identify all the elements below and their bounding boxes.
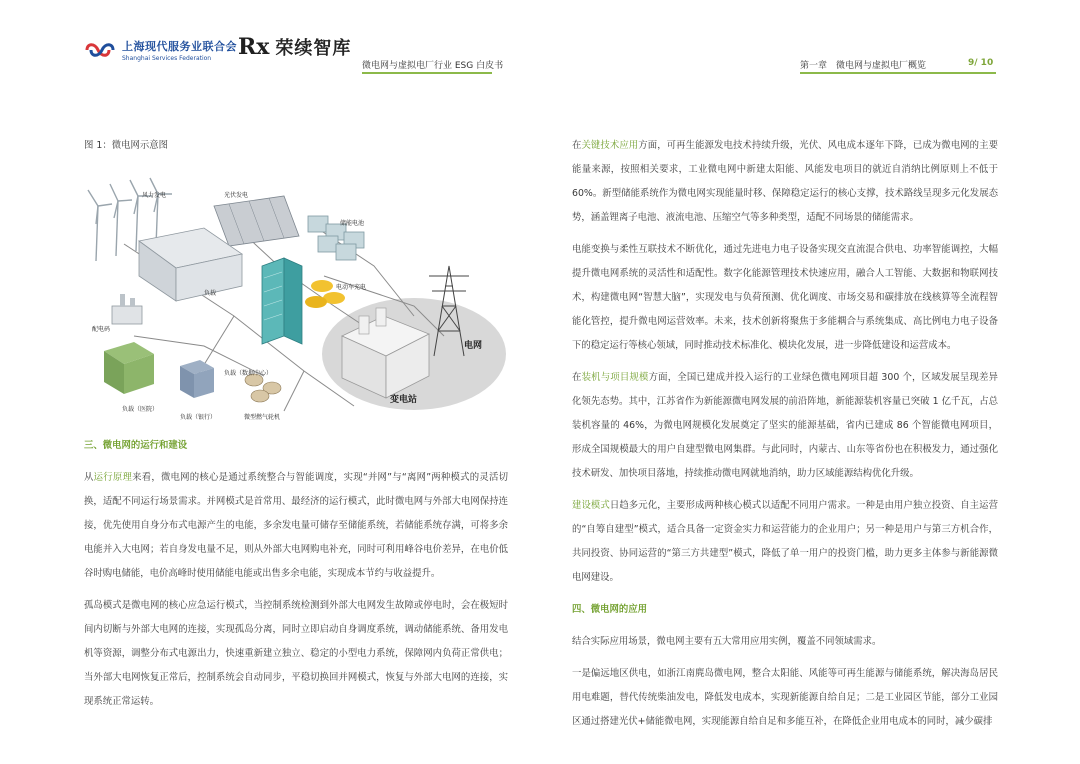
paragraph-application-intro: 结合实际应用场景，微电网主要有五大常用应用实例，覆盖不同领域需求。 <box>572 636 882 647</box>
figure-caption: 图 1：微电网示意图 <box>84 140 168 151</box>
label-hospital: 负载（医院） <box>122 406 159 413</box>
microgrid-diagram <box>84 166 508 428</box>
label-datacenter: 负载（数据中心） <box>224 370 273 377</box>
highlight-operation-principle: 运行原理 <box>93 472 133 483</box>
paragraph-island-mode: 孤岛模式是微电网的核心应急运行模式，当控制系统检测到外部大电网发生故障或停电时，会在极短时间内切断与外部大电网的连接，实现孤岛分离，同时立即启动自身调度系统，调动储能系统、备用发电机等资源，调整分布式电源出力，快速重新建立独立、稳定的小型电力系统，保障网内负荷正常供电；当外部大电网恢复正常后，控制系统会自动同步，平稳切换回并网模式，恢复与外部大电网的连接，实现系统正常运转。 <box>84 600 508 707</box>
page-header <box>0 0 1080 80</box>
paragraph-key-technology: 在关键技术应用方面，可再生能源发电技术持续升级，光伏、风电成本逐年下降，已成为微电网的主要能量来源，按照相关要求，工业微电网中新建太阳能、风能发电项目的就近自消纳比例原则上不低于60%。新型储能系统作为微电网实现能量时移、保障稳定运行的核心支撑，技术路线呈现多元化发展态势，涵盖锂离子电池、液流电池、压缩空气等多种类型，适配不同场景的储能需求。 <box>572 140 998 223</box>
highlight-capacity-scale: 装机与项目规模 <box>581 372 649 383</box>
label-solar: 光伏发电 <box>224 192 249 199</box>
label-wind: 风力发电 <box>142 192 167 199</box>
hospital-building-icon <box>104 342 154 394</box>
label-load: 负载 <box>204 290 217 297</box>
paragraph-capacity-scale: 在装机与项目规模方面，全国已建成并投入运行的工业绿色微电网项目超 300 个，区域发展呈现差异化领先态势。其中，江苏省作为新能源微电网发展的前沿阵地，新能源装机容量已突破 1 亿千瓦，占总装机容量的 46%，为微电网规模化发展奠定了坚实的能源基础，省内已建成 86 个智能微电网项目，形成全国规模最大的用户自建型微电网集群。与此同时，内蒙古、山东等省份也在积极发力，通过强化技术研发、加快项目落地，持续推动微电网就地消纳，助力区域能源结构优化升级。 <box>572 372 998 479</box>
brand-mark: Rx <box>238 34 270 60</box>
federation-emblem-icon <box>84 39 116 61</box>
right-column <box>572 134 998 742</box>
label-bank: 负载（银行） <box>180 414 217 421</box>
highlight-key-technology: 关键技术应用 <box>581 140 639 151</box>
paragraph-power-conversion: 电能变换与柔性互联技术不断优化，通过先进电力电子设备实现交直流混合供电、功率智能调控，大幅提升微电网系统的灵活性和适配性。数字化能源管理技术快速应用，融合人工智能、大数据和物联网技术，构建微电网“智慧大脑”，实现发电与负荷预测、优化调度、市场交易和碳排放在线核算等全流程智能化管控，提升微电网运营效率。未来，技术创新将聚焦于多能耦合与系统集成、高比例电力电子设备下的稳定运行等核心领域，同时推动技术标准化、模块化发展，进一步降低建设和运营成本。 <box>572 244 998 351</box>
chapter-title: 第一章 微电网与虚拟电厂概览 <box>800 61 927 71</box>
highlight-construction-mode: 建设模式 <box>572 500 610 511</box>
header-divider-right <box>800 72 996 74</box>
brand-name: 荣续智库 <box>275 38 352 59</box>
section-title-operation: 三、微电网的运行和建设 <box>84 440 188 451</box>
distribution-station-icon <box>112 294 142 324</box>
label-ev: 电动车充电 <box>336 284 367 291</box>
label-grid: 电网 <box>464 341 483 351</box>
label-storage: 储能电池 <box>340 220 365 227</box>
org-name-cn: 上海现代服务业联合会 <box>122 40 237 53</box>
label-substation: 变电站 <box>390 395 418 405</box>
shanghai-services-federation-logo <box>84 38 237 62</box>
bank-building-icon <box>180 360 214 398</box>
label-distribution: 配电码 <box>92 326 111 333</box>
paragraph-application-examples: 一是偏远地区供电，如浙江南麂岛微电网，整合太阳能、风能等可再生能源与储能系统，解决海岛居民用电难题，替代传统柴油发电，降低发电成本，实现新能源自给自足；二是工业园区节能，部分工业园区通过搭建光伏+储能微电网，实现能源自给自足和多能互补，在降低企业用电成本的同时，减少碳排 <box>572 668 998 727</box>
document-title: 微电网与虚拟电厂行业 ESG 白皮书 <box>362 61 504 71</box>
left-column <box>84 134 508 722</box>
paragraph-construction-mode: 建设模式日趋多元化，主要形成两种核心模式以适配不同用户需求。一种是由用户独立投资、自主运营的“自筹自建型”模式，适合具备一定资金实力和运营能力的企业用户；另一种是用户与第三方机合作，共同投资、协同运营的“第三方共建型”模式，降低了单一用户的投资门槛，助力更多主体参与新能源微电网建设。 <box>572 500 998 583</box>
section-title-application: 四、微电网的应用 <box>572 604 648 615</box>
header-divider-left <box>362 72 492 74</box>
datacenter-building-icon <box>262 258 302 344</box>
page-number: 9/ 10 <box>968 58 994 68</box>
org-name-en: Shanghai Services Federation <box>122 55 212 62</box>
label-turbine: 微型燃气轮机 <box>244 414 281 421</box>
paragraph-operation-principle: 从运行原理来看，微电网的核心是通过系统整合与智能调度，实现“并网”与“离网”两种模式的灵活切换，适配不同运行场景需求。并网模式是首常用、最经济的运行模式，此时微电网与外部大电网保持连接，优先使用自身分布式电源产生的电能，多余发电量可储存至储能系统，若储能系统存满，可将多余电能并入大电网；若自身发电量不足，则从外部大电网购电补充，同时可利用峰谷电价差异，在电价低谷时购电储能，电价高峰时使用储能电能或出售多余电能，实现成本节约与收益提升。 <box>84 472 508 579</box>
rongxu-think-tank-logo <box>238 34 351 60</box>
